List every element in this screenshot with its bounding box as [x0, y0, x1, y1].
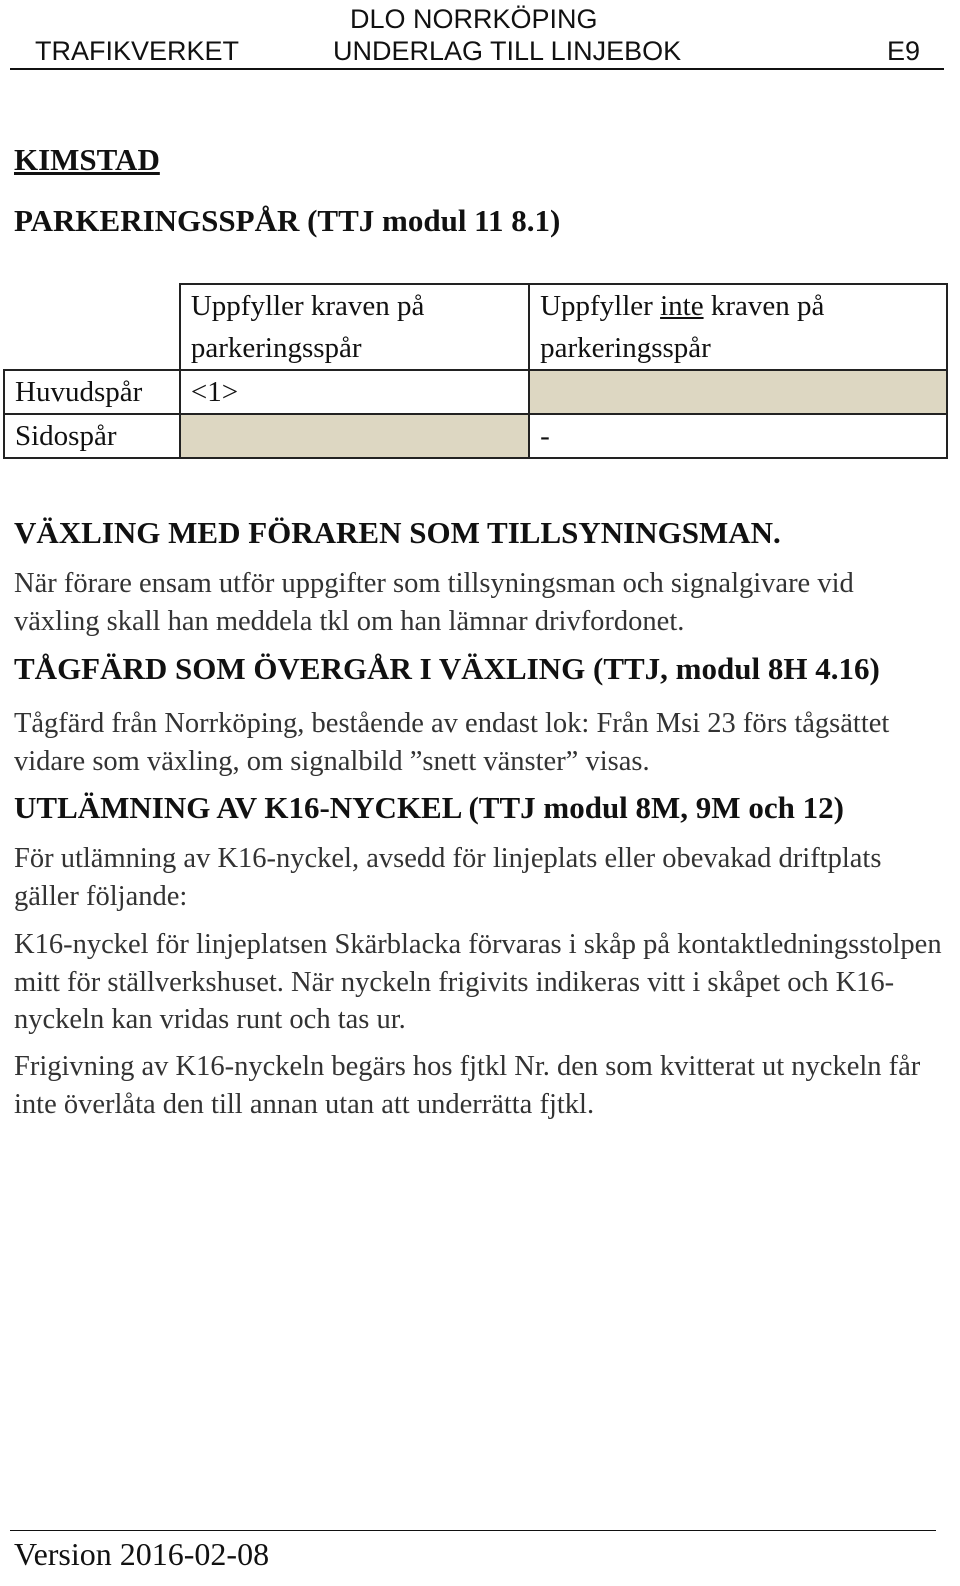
cell-not-meets — [529, 370, 947, 414]
table-row — [4, 414, 947, 458]
table-header-row — [4, 284, 947, 370]
col-header-meets — [180, 284, 529, 370]
parking-heading: PARKERINGSSPÅR (TTJ modul 11 8.1) — [14, 203, 561, 238]
parking-table — [3, 283, 948, 459]
col-header-not-emph: inte — [660, 290, 704, 322]
cell-meets: <1> — [180, 370, 529, 414]
cell-meets — [180, 414, 529, 458]
vaxling-text: När förare ensam utför uppgifter som tillsyningsman och signalgivare vid växling skall han meddela tkl om han lämnar drivfordonet. — [14, 568, 854, 637]
tagfard-heading: TÅGFÄRD SOM ÖVERGÅR I VÄXLING (TTJ, modul 8H 4.16) — [14, 651, 880, 686]
header-org: TRAFIKVERKET — [35, 36, 240, 66]
header-page-code: E9 — [887, 36, 921, 66]
col-header-not-post: kraven på parkeringsspår — [540, 290, 825, 364]
col-header-not-meets — [529, 284, 947, 370]
col-header-not-pre: Uppfyller — [540, 290, 661, 322]
vaxling-heading: VÄXLING MED FÖRAREN SOM TILLSYNINGSMAN. — [14, 515, 781, 550]
cell-not-meets: - — [529, 414, 947, 458]
version-label: Version 2016-02-08 — [14, 1536, 270, 1572]
row-label: Huvudspår — [4, 370, 180, 414]
k16-heading: UTLÄMNING AV K16-NYCKEL (TTJ modul 8M, 9M och 12) — [14, 790, 844, 825]
header-region: DLO NORRKÖPING — [350, 4, 598, 34]
header-rule — [10, 68, 944, 70]
footer-rule — [10, 1530, 936, 1531]
col-header-meets-label: Uppfyller kraven på parkeringsspår — [190, 290, 425, 364]
table-corner-cell — [4, 284, 180, 370]
k16-text-3: Frigivning av K16-nyckeln begärs hos fjtkl Nr. den som kvitterat ut nyckeln får inte överlåta den till annan utan att underrätta fjtkl. — [14, 1051, 921, 1120]
tagfard-text: Tågfärd från Norrköping, bestående av endast lok: Från Msi 23 förs tågsättet vidare som växling, om signalbild ”snett vänster” visas. — [14, 708, 890, 777]
row-label: Sidospår — [4, 414, 180, 458]
table-row — [4, 370, 947, 414]
k16-text-2: K16-nyckel för linjeplatsen Skärblacka förvaras i skåp på kontaktledningsstolpen mitt för ställverkshuset. När nyckeln frigivits indikeras vitt i skåpet och K16-nyckeln kan vridas runt och tas ur. — [14, 929, 942, 1035]
header-doc-title: UNDERLAG TILL LINJEBOK — [333, 36, 682, 66]
k16-text-1: För utlämning av K16-nyckel, avsedd för linjeplats eller obevakad driftplats gäller följande: — [14, 843, 882, 912]
station-title: KIMSTAD — [14, 142, 160, 177]
